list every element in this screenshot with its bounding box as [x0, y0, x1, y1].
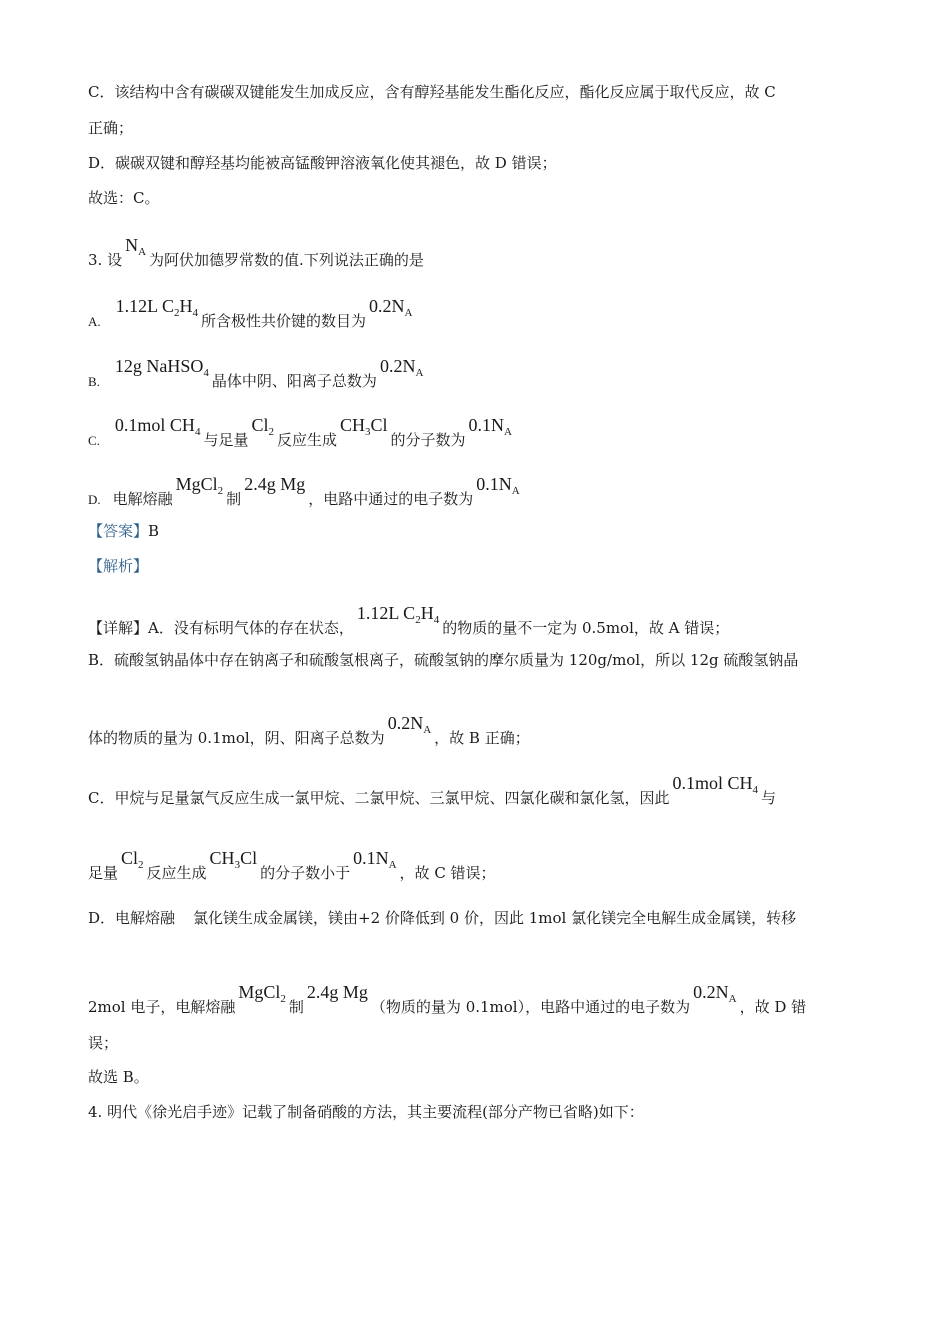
- option-b-label: B.: [88, 374, 100, 389]
- option-b: [88, 356, 426, 392]
- detail-d-text-1a: D．电解熔融: [88, 909, 176, 927]
- answer-value: B: [148, 522, 160, 540]
- detail-d-line1: [88, 908, 796, 928]
- option-c-text-2: 反应生成: [276, 431, 337, 449]
- na-formula: $N_A$: [125, 235, 147, 258]
- detail-b-formula: $0.2N_A$: [387, 713, 432, 736]
- detail-c2-text-4: ，故 C 错误；: [399, 864, 496, 882]
- detail-b-text-2: ，故 B 正确；: [434, 729, 530, 747]
- option-a: [88, 296, 415, 332]
- detail-d-line2: [88, 982, 806, 1017]
- detail-a-formula: 1.12L $C_2H_4$: [356, 603, 440, 626]
- option-d-text-0: 电解熔融: [112, 490, 173, 508]
- explanation-c-line2: 正确；: [88, 119, 134, 137]
- detail-c-text-1: C．甲烷与足量氯气反应生成一氯甲烷、二氯甲烷、三氯甲烷、四氯化碳和氯化氢，因此: [88, 789, 670, 807]
- choose-b: 故选 B。: [88, 1068, 149, 1086]
- detail-b-text-1: 体的物质的量为 0.1mol，阴、阳离子总数为: [88, 729, 385, 747]
- question-3-stem: [88, 235, 424, 270]
- option-b-formula-1: 12g NaHSO$_4$: [114, 356, 209, 379]
- detail-c2-formula-1: $Cl_2$: [121, 848, 144, 871]
- detail-a-text-2: 的物质的量不一定为 0.5mol，故 A 错误；: [442, 619, 730, 637]
- detail-d2-text-3: （物质的量为 0.1mol），电路中通过的电子数为: [370, 998, 691, 1016]
- detail-b-line1: B．硫酸氢钠晶体中存在钠离子和硫酸氢根离子，硫酸氢钠的摩尔质量为 120g/mol，所以 12g 硫酸氢钠晶: [88, 651, 799, 669]
- option-d-text-1: 制: [226, 490, 242, 508]
- detail-c2-text-1: 足量: [88, 864, 119, 882]
- detail-tag: 【详解】: [88, 619, 149, 637]
- answer: [88, 521, 159, 541]
- detail-d2-text-4: ，故 D 错: [739, 998, 807, 1016]
- option-a-label: A.: [88, 314, 101, 329]
- explanation-d: D．碳碳双键和醇羟基均能被高锰酸钾溶液氧化使其褪色，故 D 错误；: [88, 154, 557, 172]
- option-d-label: D.: [88, 492, 101, 507]
- option-b-formula-2: $0.2N_A$: [379, 356, 424, 379]
- option-c-formula-4: $0.1N_A$: [468, 415, 512, 438]
- option-a-formula-1: 1.12L $C_2H_4$: [115, 296, 198, 319]
- detail-d-line3: 误；: [88, 1034, 119, 1052]
- option-a-formula-2: $0.2N_A$: [369, 296, 413, 319]
- option-d-formula-3: $0.1N_A$: [476, 474, 520, 497]
- option-c: [88, 415, 515, 451]
- option-c-text-1: 与足量: [203, 431, 249, 449]
- option-c-label: C.: [88, 433, 100, 448]
- detail-d2-formula-1: MgCl$_2$: [238, 982, 286, 1005]
- detail-d2-text-1: 2mol 电子，电解熔融: [88, 998, 236, 1016]
- detail-d-text-1b: 氯化镁生成金属镁，镁由+2 价降低到 0 价，因此 1mol 氯化镁完全电解生成金属镁，转移: [193, 909, 797, 927]
- analysis-tag-text: 【解析】: [88, 557, 149, 575]
- option-c-text-3: 的分子数为: [390, 431, 466, 449]
- option-a-text: 所含极性共价键的数目为: [200, 312, 366, 330]
- q3-suffix: 为阿伏加德罗常数的值.下列说法正确的是: [149, 251, 424, 269]
- analysis-tag: [88, 556, 148, 576]
- detail-c2-formula-3: $0.1N_A$: [353, 848, 397, 871]
- option-b-text: 晶体中阴、阳离子总数为: [211, 372, 377, 390]
- detail-c-text-2: 与: [761, 789, 777, 807]
- option-c-formula-2: $Cl_2$: [251, 415, 274, 438]
- detail-d2-formula-2: 2.4g Mg: [306, 982, 368, 1002]
- detail-c-line1: [88, 773, 776, 808]
- explanation-c-line1: C．该结构中含有碳碳双键能发生加成反应，含有醇羟基能发生酯化反应，酯化反应属于取代反应，故 C: [88, 83, 776, 101]
- detail-c-formula: 0.1mol $CH_4$: [672, 773, 758, 796]
- detail-c-line2: [88, 848, 496, 883]
- option-d-formula-1: MgCl$_2$: [175, 474, 224, 497]
- detail-c2-formula-2: $CH_3Cl$: [209, 848, 258, 871]
- option-c-formula-3: $CH_3Cl$: [339, 415, 388, 438]
- answer-tag: 【答案】: [88, 522, 149, 540]
- detail-d2-text-2: 制: [288, 998, 304, 1016]
- option-c-formula-1: 0.1mol $CH_4$: [114, 415, 201, 438]
- detail-c2-text-3: 的分子数小于: [260, 864, 351, 882]
- option-d-formula-2: 2.4g Mg: [244, 474, 306, 494]
- question-4-stem: 4. 明代《徐光启手迹》记载了制备硝酸的方法，其主要流程(部分产物已省略)如下：: [88, 1103, 644, 1121]
- detail-d2-formula-3: $0.2N_A$: [693, 982, 737, 1005]
- detail-b-line2: [88, 713, 530, 748]
- q3-prefix: 3. 设: [88, 251, 123, 269]
- option-d-text-2: ，电路中通过的电子数为: [308, 490, 474, 508]
- detail-a: [88, 603, 729, 638]
- choose-c: 故选：C。: [88, 189, 160, 207]
- detail-c2-text-2: 反应生成: [146, 864, 207, 882]
- option-d: [88, 474, 523, 510]
- detail-a-text-1: A．没有标明气体的存在状态，: [148, 619, 354, 637]
